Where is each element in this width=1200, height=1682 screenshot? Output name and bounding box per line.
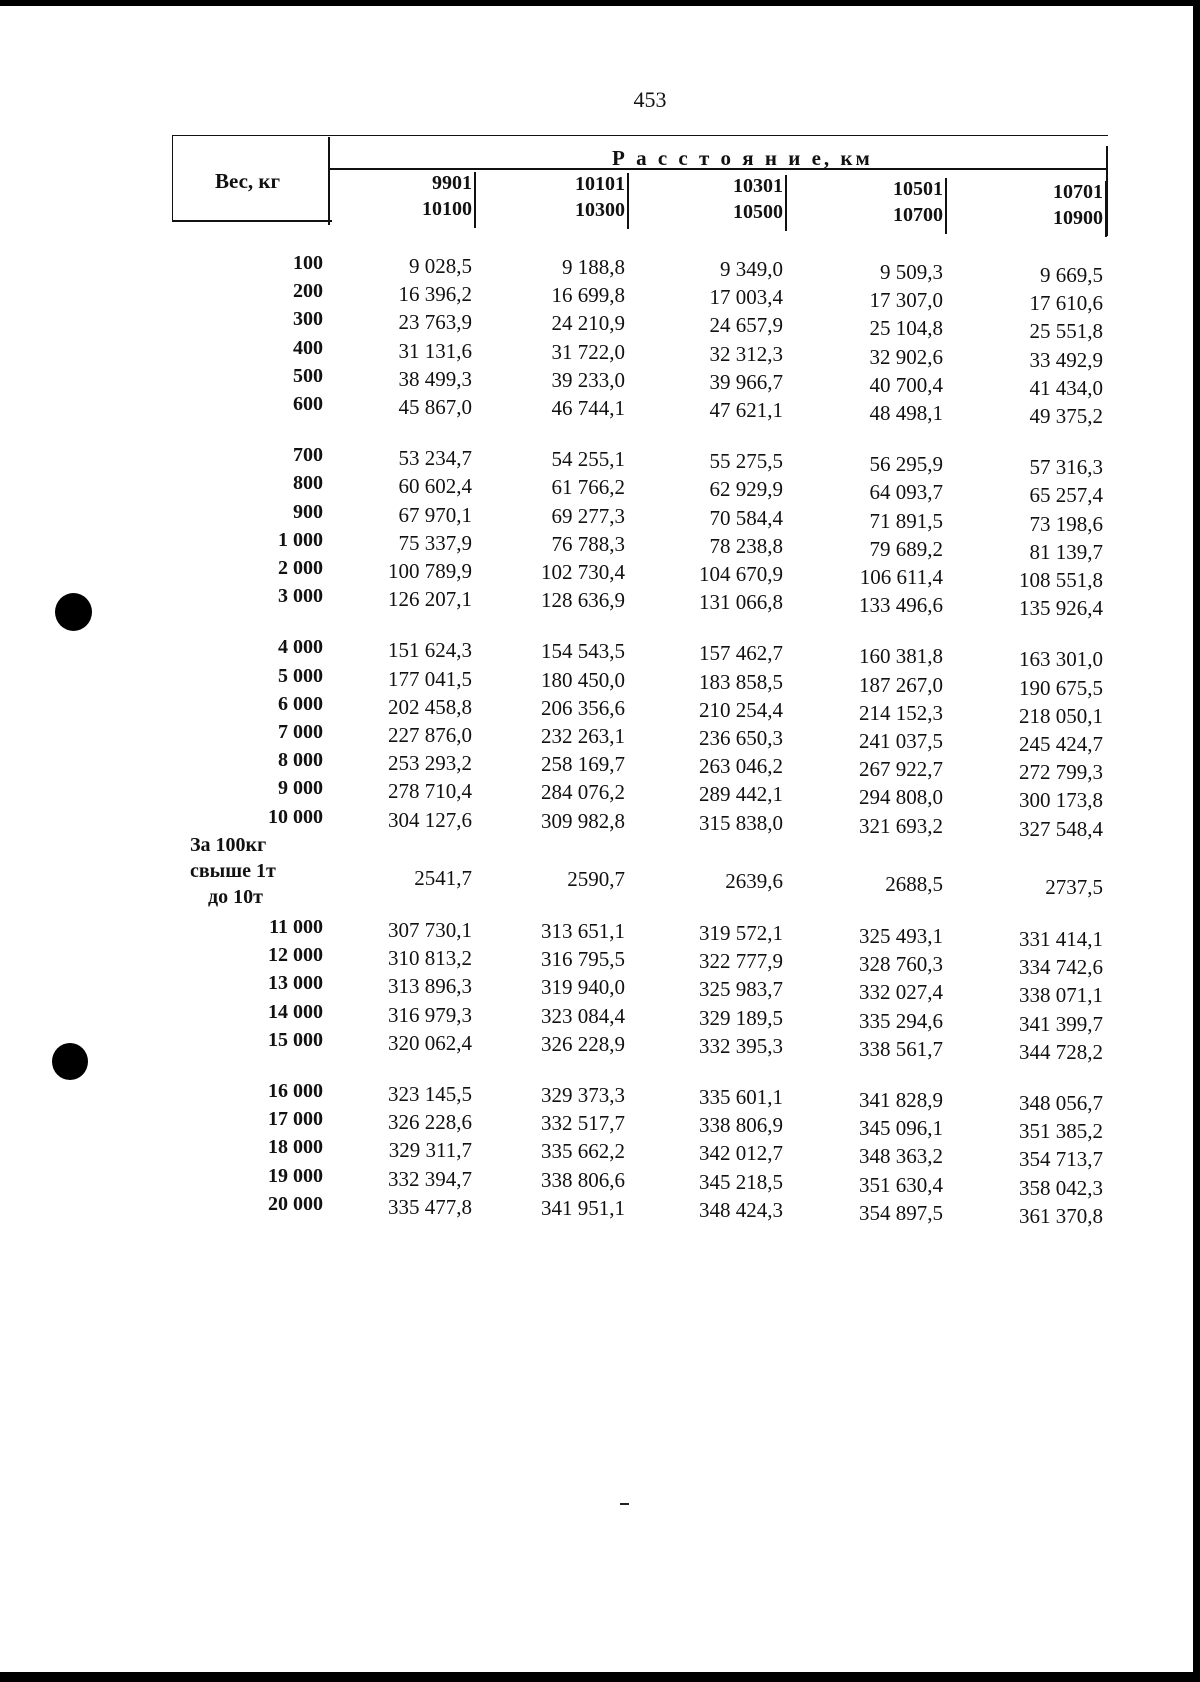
range-separator xyxy=(945,178,947,234)
tariff-cell: 328 760,3 xyxy=(859,952,943,976)
tariff-cell: 334 742,6 xyxy=(1019,955,1103,979)
tariff-cell: 67 970,1 xyxy=(398,503,472,527)
tariff-cell: 338 806,6 xyxy=(541,1168,625,1192)
surcharge-cell: 2688,5 xyxy=(885,872,943,896)
tariff-cell: 316 795,5 xyxy=(541,947,625,971)
weight-cell: 13 000 xyxy=(268,972,323,994)
tariff-cell: 32 902,6 xyxy=(869,345,943,369)
page-dash xyxy=(620,1503,629,1505)
tariff-cell: 236 650,3 xyxy=(699,726,783,750)
tariff-cell: 341 399,7 xyxy=(1019,1012,1103,1036)
table-row xyxy=(0,1001,1193,1036)
surcharge-cell: 2639,6 xyxy=(725,869,783,893)
tariff-cell: 183 858,5 xyxy=(699,670,783,694)
table-row xyxy=(0,944,1193,979)
tariff-cell: 323 084,4 xyxy=(541,1004,625,1028)
tariff-cell: 24 210,9 xyxy=(551,311,625,335)
header-bottom-line xyxy=(172,220,332,222)
table-row xyxy=(0,636,1193,671)
tariff-cell: 348 056,7 xyxy=(1019,1091,1103,1115)
tariff-cell: 71 891,5 xyxy=(869,509,943,533)
tariff-cell: 358 042,3 xyxy=(1019,1176,1103,1200)
tariff-cell: 39 233,0 xyxy=(551,368,625,392)
tariff-cell: 272 799,3 xyxy=(1019,760,1103,784)
tariff-cell: 320 062,4 xyxy=(388,1031,472,1055)
tariff-cell: 332 517,7 xyxy=(541,1111,625,1135)
punch-hole-top xyxy=(55,593,92,631)
weight-cell: 17 000 xyxy=(268,1108,323,1130)
weight-cell: 11 000 xyxy=(269,916,323,938)
surcharge-cell: 2737,5 xyxy=(1045,875,1103,899)
table-row xyxy=(0,777,1193,812)
table-row xyxy=(0,557,1193,592)
tariff-cell: 75 337,9 xyxy=(398,531,472,555)
tariff-cell: 61 766,2 xyxy=(551,475,625,499)
tariff-cell: 151 624,3 xyxy=(388,638,472,662)
tariff-cell: 329 311,7 xyxy=(388,1138,472,1162)
tariff-cell: 218 050,1 xyxy=(1019,704,1103,728)
tariff-cell: 245 424,7 xyxy=(1019,732,1103,756)
tariff-cell: 180 450,0 xyxy=(541,668,625,692)
tariff-cell: 73 198,6 xyxy=(1029,512,1103,536)
tariff-cell: 49 375,2 xyxy=(1029,404,1103,428)
table-row xyxy=(0,916,1193,951)
tariff-cell: 53 234,7 xyxy=(398,446,472,470)
tariff-cell: 25 104,8 xyxy=(869,316,943,340)
weight-column-title: Вес, кг xyxy=(215,169,281,193)
tariff-cell: 9 509,3 xyxy=(880,260,943,284)
tariff-cell: 335 294,6 xyxy=(859,1009,943,1033)
tariff-cell: 202 458,8 xyxy=(388,695,472,719)
table-row xyxy=(0,806,1193,841)
tariff-cell: 263 046,2 xyxy=(699,754,783,778)
weight-cell: 600 xyxy=(293,393,323,415)
weight-cell: 7 000 xyxy=(278,721,323,743)
tariff-cell: 46 744,1 xyxy=(551,396,625,420)
surcharge-label-line3: до 10т xyxy=(208,886,263,908)
weight-cell: 8 000 xyxy=(278,749,323,771)
weight-cell: 800 xyxy=(293,472,323,494)
tariff-cell: 48 498,1 xyxy=(869,401,943,425)
weight-cell: 19 000 xyxy=(268,1165,323,1187)
tariff-cell: 69 277,3 xyxy=(551,504,625,528)
tariff-cell: 106 611,4 xyxy=(859,565,943,589)
weight-cell: 9 000 xyxy=(278,777,323,799)
table-row xyxy=(0,308,1193,343)
tariff-cell: 342 012,7 xyxy=(699,1141,783,1165)
tariff-cell: 57 316,3 xyxy=(1029,455,1103,479)
tariff-cell: 47 621,1 xyxy=(709,398,783,422)
tariff-cell: 344 728,2 xyxy=(1019,1040,1103,1064)
tariff-cell: 351 630,4 xyxy=(859,1173,943,1197)
tariff-cell: 177 041,5 xyxy=(388,667,472,691)
tariff-cell: 78 238,8 xyxy=(709,534,783,558)
tariff-cell: 154 543,5 xyxy=(541,639,625,663)
tariff-cell: 62 929,9 xyxy=(709,477,783,501)
tariff-cell: 354 713,7 xyxy=(1019,1147,1103,1171)
tariff-cell: 157 462,7 xyxy=(699,641,783,665)
tariff-cell: 329 189,5 xyxy=(699,1006,783,1030)
weight-cell: 12 000 xyxy=(268,944,323,966)
range-2-to: 10300 xyxy=(575,199,625,221)
surcharge-label xyxy=(190,832,276,910)
table-row xyxy=(0,252,1193,287)
weight-cell: 20 000 xyxy=(268,1193,323,1215)
tariff-cell: 79 689,2 xyxy=(869,537,943,561)
range-4-from: 10501 xyxy=(893,178,943,200)
tariff-cell: 315 838,0 xyxy=(699,811,783,835)
tariff-cell: 56 295,9 xyxy=(869,452,943,476)
tariff-cell: 351 385,2 xyxy=(1019,1119,1103,1143)
tariff-cell: 341 951,1 xyxy=(541,1196,625,1220)
tariff-cell: 108 551,8 xyxy=(1019,568,1103,592)
tariff-cell: 64 093,7 xyxy=(869,480,943,504)
tariff-cell: 33 492,9 xyxy=(1029,348,1103,372)
weight-cell: 300 xyxy=(293,308,323,330)
tariff-cell: 253 293,2 xyxy=(388,751,472,775)
table-row xyxy=(0,1193,1193,1228)
tariff-cell: 100 789,9 xyxy=(388,559,472,583)
table-row xyxy=(0,1108,1193,1143)
table-row xyxy=(0,365,1193,400)
weight-cell: 700 xyxy=(293,444,323,466)
tariff-cell: 17 003,4 xyxy=(709,285,783,309)
tariff-cell: 16 396,2 xyxy=(398,282,472,306)
tariff-cell: 354 897,5 xyxy=(859,1201,943,1225)
tariff-cell: 227 876,0 xyxy=(388,723,472,747)
tariff-cell: 55 275,5 xyxy=(709,449,783,473)
tariff-cell: 54 255,1 xyxy=(551,447,625,471)
tariff-cell: 348 363,2 xyxy=(859,1144,943,1168)
tariff-cell: 9 188,8 xyxy=(562,255,625,279)
weight-cell: 100 xyxy=(293,252,323,274)
tariff-cell: 322 777,9 xyxy=(699,949,783,973)
table-row xyxy=(0,1080,1193,1115)
range-separator xyxy=(627,173,629,229)
range-1-from: 9901 xyxy=(432,172,472,194)
tariff-cell: 190 675,5 xyxy=(1019,676,1103,700)
tariff-cell: 332 027,4 xyxy=(859,980,943,1004)
table-row xyxy=(0,749,1193,784)
range-separator xyxy=(474,172,476,228)
table-row xyxy=(0,337,1193,372)
table-row xyxy=(0,1029,1193,1064)
tariff-cell: 9 669,5 xyxy=(1040,263,1103,287)
tariff-cell: 332 395,3 xyxy=(699,1034,783,1058)
tariff-cell: 310 813,2 xyxy=(388,946,472,970)
tariff-cell: 335 601,1 xyxy=(699,1085,783,1109)
table-row xyxy=(0,501,1193,536)
tariff-cell: 232 263,1 xyxy=(541,724,625,748)
tariff-cell: 345 096,1 xyxy=(859,1116,943,1140)
range-separator xyxy=(1105,181,1107,237)
tariff-cell: 128 636,9 xyxy=(541,588,625,612)
tariff-cell: 326 228,6 xyxy=(388,1110,472,1134)
tariff-cell: 294 808,0 xyxy=(859,785,943,809)
surcharge-cell: 2541,7 xyxy=(414,866,472,890)
tariff-cell: 345 218,5 xyxy=(699,1170,783,1194)
table-row xyxy=(0,393,1193,428)
tariff-cell: 267 922,7 xyxy=(859,757,943,781)
tariff-cell: 206 356,6 xyxy=(541,696,625,720)
tariff-cell: 307 730,1 xyxy=(388,918,472,942)
tariff-cell: 187 267,0 xyxy=(859,673,943,697)
tariff-cell: 258 169,7 xyxy=(541,752,625,776)
tariff-cell: 338 071,1 xyxy=(1019,983,1103,1007)
table-row xyxy=(0,693,1193,728)
tariff-cell: 329 373,3 xyxy=(541,1083,625,1107)
weight-cell: 14 000 xyxy=(268,1001,323,1023)
table-row xyxy=(0,585,1193,620)
table-row xyxy=(0,472,1193,507)
tariff-cell: 17 307,0 xyxy=(869,288,943,312)
tariff-cell: 16 699,8 xyxy=(551,283,625,307)
weight-cell: 3 000 xyxy=(278,585,323,607)
tariff-cell: 25 551,8 xyxy=(1029,319,1103,343)
table-row xyxy=(0,972,1193,1007)
tariff-cell: 316 979,3 xyxy=(388,1003,472,1027)
tariff-cell: 9 028,5 xyxy=(409,254,472,278)
tariff-cell: 348 424,3 xyxy=(699,1198,783,1222)
tariff-cell: 323 145,5 xyxy=(388,1082,472,1106)
tariff-cell: 313 896,3 xyxy=(388,974,472,998)
tariff-cell: 214 152,3 xyxy=(859,701,943,725)
tariff-cell: 135 926,4 xyxy=(1019,596,1103,620)
tariff-cell: 241 037,5 xyxy=(859,729,943,753)
surcharge-label-line1: За 100кг xyxy=(190,834,267,856)
range-5-from: 10701 xyxy=(1053,181,1103,203)
surcharge-label-line2: свыше 1т xyxy=(190,860,276,882)
range-separator xyxy=(785,175,787,231)
tariff-cell: 300 173,8 xyxy=(1019,788,1103,812)
tariff-cell: 70 584,4 xyxy=(709,506,783,530)
tariff-cell: 278 710,4 xyxy=(388,779,472,803)
table-row xyxy=(0,721,1193,756)
tariff-cell: 309 982,8 xyxy=(541,809,625,833)
tariff-cell: 40 700,4 xyxy=(869,373,943,397)
tariff-cell: 341 828,9 xyxy=(859,1088,943,1112)
tariff-cell: 39 966,7 xyxy=(709,370,783,394)
tariff-cell: 9 349,0 xyxy=(720,257,783,281)
weight-cell: 4 000 xyxy=(278,636,323,658)
tariff-cell: 160 381,8 xyxy=(859,644,943,668)
tariff-cell: 338 561,7 xyxy=(859,1037,943,1061)
tariff-cell: 31 131,6 xyxy=(398,339,472,363)
tariff-cell: 24 657,9 xyxy=(709,313,783,337)
range-4-to: 10700 xyxy=(893,204,943,226)
tariff-cell: 319 572,1 xyxy=(699,921,783,945)
tariff-cell: 65 257,4 xyxy=(1029,483,1103,507)
tariff-cell: 327 548,4 xyxy=(1019,817,1103,841)
tariff-cell: 126 207,1 xyxy=(388,587,472,611)
tariff-cell: 325 493,1 xyxy=(859,924,943,948)
tariff-cell: 102 730,4 xyxy=(541,560,625,584)
tariff-cell: 60 602,4 xyxy=(398,474,472,498)
range-3-to: 10500 xyxy=(733,201,783,223)
tariff-cell: 319 940,0 xyxy=(541,975,625,999)
tariff-cell: 321 693,2 xyxy=(859,814,943,838)
weight-cell: 500 xyxy=(293,365,323,387)
tariff-cell: 76 788,3 xyxy=(551,532,625,556)
tariff-cell: 32 312,3 xyxy=(709,342,783,366)
tariff-cell: 332 394,7 xyxy=(388,1167,472,1191)
tariff-cell: 304 127,6 xyxy=(388,808,472,832)
weight-cell: 1 000 xyxy=(278,529,323,551)
tariff-cell: 289 442,1 xyxy=(699,782,783,806)
range-2-from: 10101 xyxy=(575,173,625,195)
weight-cell: 6 000 xyxy=(278,693,323,715)
tariff-cell: 38 499,3 xyxy=(398,367,472,391)
surcharge-cell: 2590,7 xyxy=(567,867,625,891)
weight-cell: 900 xyxy=(293,501,323,523)
tariff-cell: 335 662,2 xyxy=(541,1139,625,1163)
tariff-cell: 104 670,9 xyxy=(699,562,783,586)
weight-cell: 2 000 xyxy=(278,557,323,579)
tariff-cell: 325 983,7 xyxy=(699,977,783,1001)
tariff-cell: 331 414,1 xyxy=(1019,927,1103,951)
tariff-cell: 338 806,9 xyxy=(699,1113,783,1137)
tariff-cell: 23 763,9 xyxy=(398,310,472,334)
weight-cell: 15 000 xyxy=(268,1029,323,1051)
weight-cell: 5 000 xyxy=(278,665,323,687)
punch-hole-bottom xyxy=(52,1043,88,1080)
tariff-cell: 326 228,9 xyxy=(541,1032,625,1056)
weight-cell: 16 000 xyxy=(268,1080,323,1102)
table-row xyxy=(0,529,1193,564)
tariff-cell: 313 651,1 xyxy=(541,919,625,943)
range-3-from: 10301 xyxy=(733,175,783,197)
tariff-cell: 163 301,0 xyxy=(1019,647,1103,671)
tariff-cell: 81 139,7 xyxy=(1029,540,1103,564)
tariff-cell: 133 496,6 xyxy=(859,593,943,617)
range-1-to: 10100 xyxy=(422,198,472,220)
table-row xyxy=(0,1136,1193,1171)
table-row xyxy=(0,280,1193,315)
tariff-cell: 45 867,0 xyxy=(398,395,472,419)
tariff-cell: 31 722,0 xyxy=(551,340,625,364)
tariff-cell: 17 610,6 xyxy=(1029,291,1103,315)
table-row xyxy=(0,1165,1193,1200)
weight-cell: 10 000 xyxy=(268,806,323,828)
weight-cell: 200 xyxy=(293,280,323,302)
weight-cell: 400 xyxy=(293,337,323,359)
page-number: 453 xyxy=(633,87,667,112)
tariff-cell: 131 066,8 xyxy=(699,590,783,614)
header-divider-weight xyxy=(328,137,330,225)
tariff-cell: 41 434,0 xyxy=(1029,376,1103,400)
table-row xyxy=(0,665,1193,700)
distance-title: Р а с с т о я н и е, км xyxy=(612,146,873,170)
weight-cell: 18 000 xyxy=(268,1136,323,1158)
table-row xyxy=(0,444,1193,479)
tariff-cell: 335 477,8 xyxy=(388,1195,472,1219)
tariff-cell: 284 076,2 xyxy=(541,780,625,804)
tariff-cell: 361 370,8 xyxy=(1019,1204,1103,1228)
document-page xyxy=(0,6,1193,1672)
tariff-cell: 210 254,4 xyxy=(699,698,783,722)
range-5-to: 10900 xyxy=(1053,207,1103,229)
